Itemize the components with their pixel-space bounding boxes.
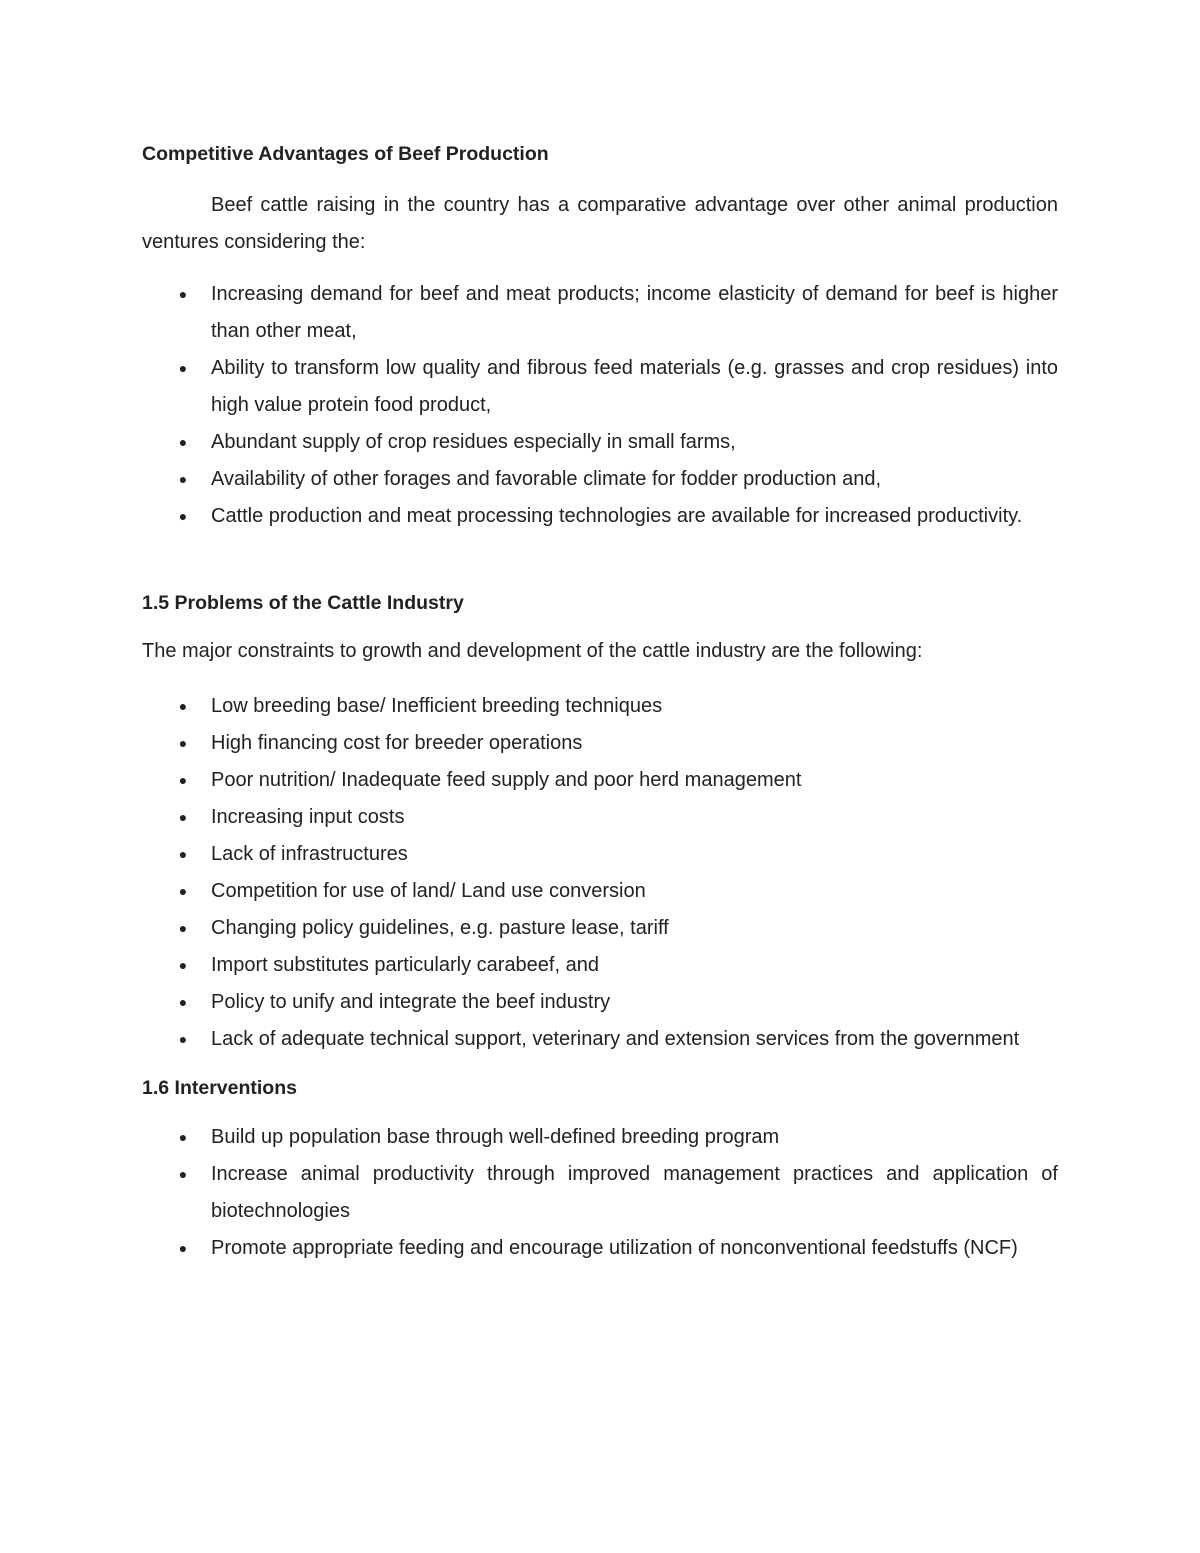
bullet-icon: ● (178, 772, 188, 788)
advantages-list (142, 276, 1058, 535)
list-item: ● High financing cost for breeder operations (142, 725, 1058, 762)
bullet-icon: ● (178, 809, 188, 825)
list-item: ● Ability to transform low quality and fibrous feed materials (e.g. grasses and crop residues) into high value protein food product, (142, 350, 1058, 424)
bullet-icon: ● (178, 994, 188, 1010)
document-page (142, 138, 1058, 1267)
list-item: ● Increasing demand for beef and meat products; income elasticity of demand for beef is higher than other meat, (142, 276, 1058, 350)
list-item: ● Competition for use of land/ Land use conversion (142, 873, 1058, 910)
problems-list (142, 688, 1058, 1058)
bullet-icon: ● (178, 360, 188, 376)
list-item: ● Poor nutrition/ Inadequate feed supply and poor herd management (142, 762, 1058, 799)
section-intro-paragraph: Beef cattle raising in the country has a comparative advantage over other animal production ventures considering the: (142, 194, 1058, 253)
list-item: ● Changing policy guidelines, e.g. pasture lease, tariff (142, 910, 1058, 947)
bullet-icon: ● (178, 735, 188, 751)
interventions-list (142, 1119, 1058, 1267)
list-item: ● Build up population base through well-defined breeding program (142, 1119, 1058, 1156)
section-intro-paragraph: The major constraints to growth and development of the cattle industry are the following: (142, 640, 923, 662)
bullet-icon: ● (178, 1240, 188, 1256)
bullet-icon: ● (178, 434, 188, 450)
list-item: ● Low breeding base/ Inefficient breeding techniques (142, 688, 1058, 725)
list-item: ● Policy to unify and integrate the beef industry (142, 984, 1058, 1021)
list-item: ● Availability of other forages and favorable climate for fodder production and, (142, 461, 1058, 498)
bullet-icon: ● (178, 1031, 188, 1047)
list-item: ● Lack of adequate technical support, veterinary and extension services from the government (142, 1021, 1058, 1058)
bullet-icon: ● (178, 508, 188, 524)
list-item: ● Cattle production and meat processing technologies are available for increased productivity. (142, 498, 1058, 535)
bullet-icon: ● (178, 698, 188, 714)
bullet-icon: ● (178, 846, 188, 862)
list-item: ● Increasing input costs (142, 799, 1058, 836)
section-heading-interventions: 1.6 Interventions (142, 1077, 297, 1099)
bullet-icon: ● (178, 471, 188, 487)
bullet-icon: ● (178, 883, 188, 899)
bullet-icon: ● (178, 1166, 188, 1182)
section-heading-competitive-advantages: Competitive Advantages of Beef Production (142, 143, 549, 165)
bullet-icon: ● (178, 920, 188, 936)
list-item: ● Promote appropriate feeding and encourage utilization of nonconventional feedstuffs (NCF) (142, 1230, 1058, 1267)
bullet-icon: ● (178, 286, 188, 302)
section-heading-problems: 1.5 Problems of the Cattle Industry (142, 592, 464, 614)
list-item: ● Increase animal productivity through improved management practices and application of biotechnologies (142, 1156, 1058, 1230)
bullet-icon: ● (178, 1129, 188, 1145)
list-item: ● Import substitutes particularly carabeef, and (142, 947, 1058, 984)
bullet-icon: ● (178, 957, 188, 973)
list-item: ● Lack of infrastructures (142, 836, 1058, 873)
list-item: ● Abundant supply of crop residues especially in small farms, (142, 424, 1058, 461)
